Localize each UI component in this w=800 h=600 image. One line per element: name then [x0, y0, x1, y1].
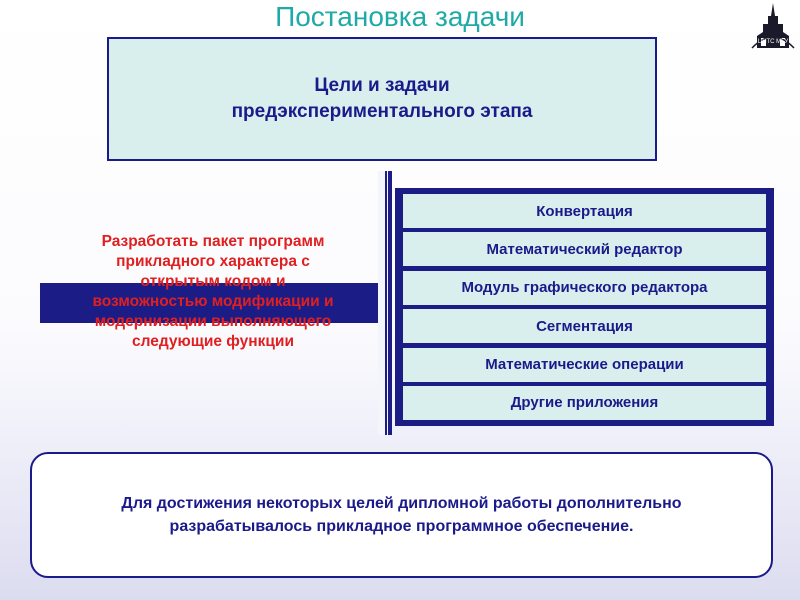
- arrow-text-line: Разработать пакет программ: [101, 233, 325, 250]
- arrow-text-line: следующие функции: [132, 333, 294, 350]
- functions-panel: [395, 188, 774, 426]
- function-item-math-editor: Математический редактор: [403, 232, 766, 266]
- note-box: [30, 452, 773, 578]
- goals-title-line-2: предэкспериментального этапа: [231, 101, 533, 122]
- goals-box: [107, 37, 657, 161]
- note-line-1: Для достижения некоторых целей дипломной работы дополнительно: [121, 495, 682, 512]
- function-item-segmentation: Сегментация: [403, 309, 766, 343]
- arrow-text: [46, 232, 380, 352]
- arrow-text-line: возможностью модификации и: [92, 293, 334, 310]
- function-item-graphics-editor: Модуль графического редактора: [403, 271, 766, 305]
- goals-title-line-1: Цели и задачи: [314, 75, 450, 96]
- function-item-conversion: Конвертация: [403, 194, 766, 228]
- university-tower-logo-icon: [746, 2, 800, 54]
- arrow-text-line: модернизации выполняющего: [94, 313, 332, 330]
- function-item-math-operations: Математические операции: [403, 348, 766, 382]
- logo-text: ЦНТС МГУ: [757, 39, 789, 45]
- arrow-text-line: открытым кодом и: [140, 273, 286, 290]
- arrow-text-line: прикладного характера с: [116, 253, 310, 270]
- slide-title: Постановка задачи: [275, 1, 525, 32]
- function-item-other-apps: Другие приложения: [403, 386, 766, 420]
- note-line-2: разрабатывалось прикладное программное обеспечение.: [169, 518, 634, 535]
